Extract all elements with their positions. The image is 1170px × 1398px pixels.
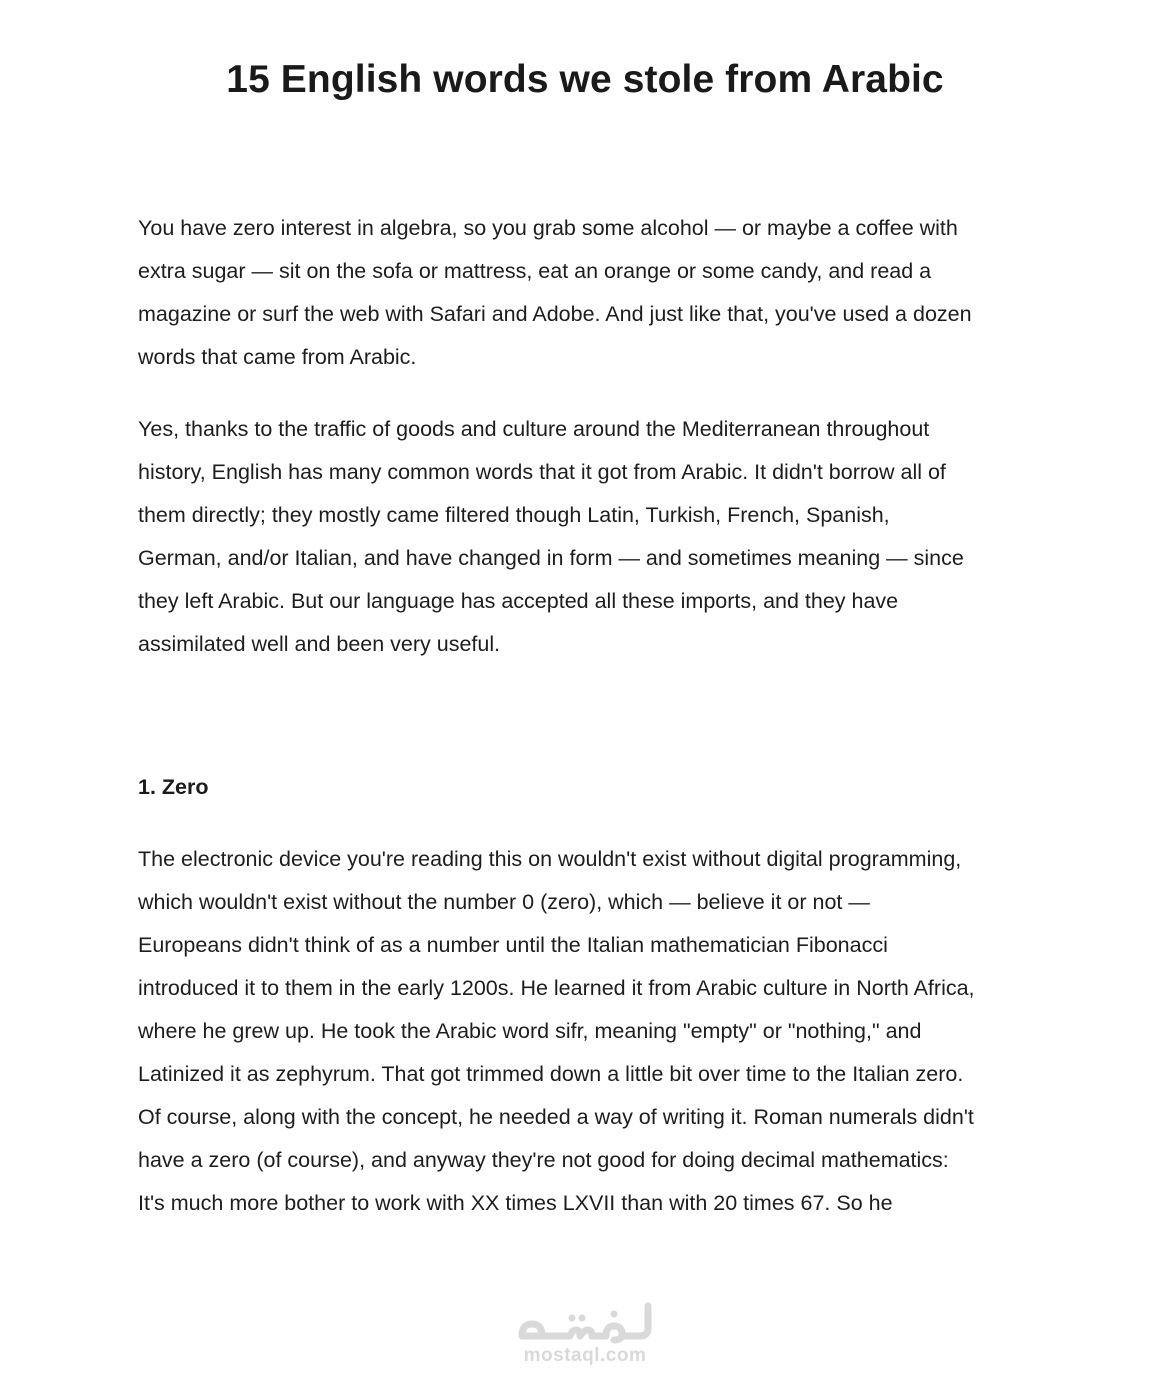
text-line: It's much more bother to work with XX times LXVII than with 20 times 67. So he xyxy=(138,1191,893,1215)
text-line: The electronic device you're reading this on wouldn't exist without digital programming, xyxy=(138,847,962,871)
text-line: Yes, thanks to the traffic of goods and culture around the Mediterranean throughout xyxy=(138,417,930,441)
text-line: Europeans didn't think of as a number until the Italian mathematician Fibonacci xyxy=(138,933,888,957)
text-line: Of course, along with the concept, he needed a way of writing it. Roman numerals didn't xyxy=(138,1105,974,1129)
text-line: have a zero (of course), and anyway they're not good for doing decimal mathematics: xyxy=(138,1148,949,1172)
text-line: You have zero interest in algebra, so you grab some alcohol — or maybe a coffee with xyxy=(138,216,958,240)
text-line: Latinized it as zephyrum. That got trimmed down a little bit over time to the Italian zero. xyxy=(138,1062,964,1086)
page-title: 15 English words we stole from Arabic xyxy=(226,58,944,101)
watermark xyxy=(505,1300,665,1370)
text-line: German, and/or Italian, and have changed in form — and sometimes meaning — since xyxy=(138,546,964,570)
text-line: where he grew up. He took the Arabic word sifr, meaning "empty" or "nothing," and xyxy=(138,1019,922,1043)
section-paragraph-zero xyxy=(138,838,975,1225)
watermark-domain: mostaql.com xyxy=(523,1345,647,1366)
section-heading-zero: 1. Zero xyxy=(138,775,209,799)
mostaql-logo-icon xyxy=(510,1300,660,1348)
text-line: them directly; they mostly came filtered though Latin, Turkish, French, Spanish, xyxy=(138,503,890,527)
text-line: extra sugar — sit on the sofa or mattress, eat an orange or some candy, and read a xyxy=(138,259,932,283)
intro-paragraph-2 xyxy=(138,408,964,666)
text-line: history, English has many common words that it got from Arabic. It didn't borrow all of xyxy=(138,460,946,484)
text-line: magazine or surf the web with Safari and Adobe. And just like that, you've used a dozen xyxy=(138,302,972,326)
text-line: assimilated well and been very useful. xyxy=(138,632,501,656)
text-line: which wouldn't exist without the number 0 (zero), which — believe it or not — xyxy=(138,890,870,914)
text-line: words that came from Arabic. xyxy=(138,345,417,369)
text-line: introduced it to them in the early 1200s. He learned it from Arabic culture in North Africa, xyxy=(138,976,975,1000)
intro-paragraph-1 xyxy=(138,207,972,379)
text-line: they left Arabic. But our language has accepted all these imports, and they have xyxy=(138,589,899,613)
